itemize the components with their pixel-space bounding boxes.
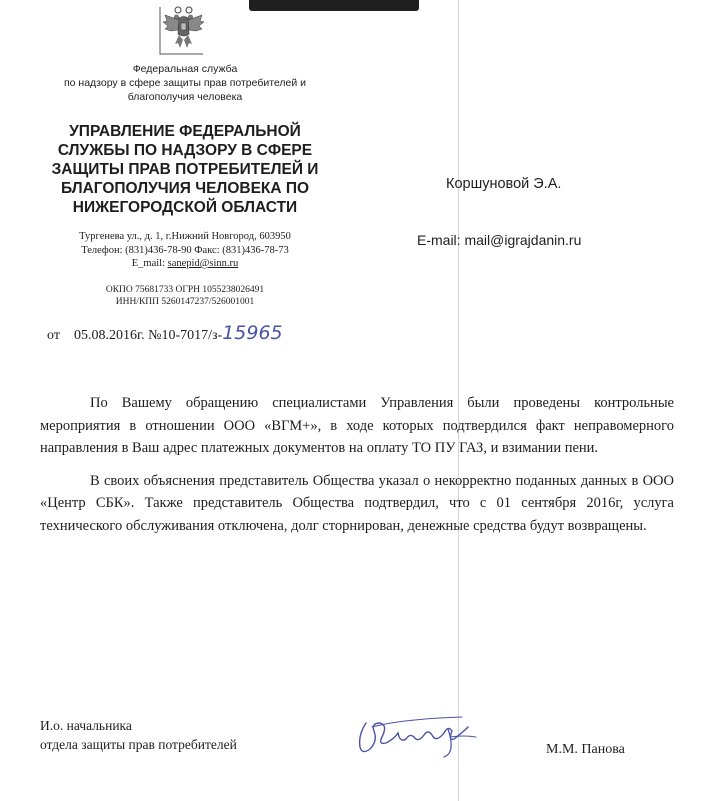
agency-line: по надзору в сфере защиты прав потребителей и [63,77,307,89]
office-line: УПРАВЛЕНИЕ ФЕДЕРАЛЬНОЙ [69,123,301,140]
office-email-line [40,257,330,271]
signatory-name: М.М. Панова [546,742,625,757]
office-line: СЛУЖБЫ ПО НАДЗОРУ В СФЕРЕ [57,142,313,159]
agency-parent-name [40,62,330,104]
handwritten-signature [352,713,482,761]
office-line: БЛАГОПОЛУЧИЯ ЧЕЛОВЕКА ПО [60,180,310,197]
office-line: НИЖЕГОРОДСКОЙ ОБЛАСТИ [72,199,298,216]
handwritten-reference-number: 15965 [222,322,283,344]
position-line: И.о. начальника [40,718,132,733]
recipient-email: E-mail: mail@igrajdanin.ru [417,232,582,248]
office-registry-codes [40,284,330,308]
office-contacts [40,230,330,271]
office-line: ЗАЩИТЫ ПРАВ ПОТРЕБИТЕЛЕЙ И [51,161,319,178]
body-paragraph: В своих объяснения представитель Общества указал о некорректно поданных данных в ООО «Центр СБК». Также представитель Общества подтвердил, что с 01 сентября 2016г, услуга технического обслуживания отключена, долг сторнирован, денежные средства будут возвращены. [40,472,674,534]
okpo-ogrn-codes: ОКПО 75681733 ОГРН 1055238026491 [105,285,265,295]
agency-line: благополучия человека [127,91,243,103]
position-line: отдела защиты прав потребителей [40,737,237,752]
regional-office-name [40,122,330,217]
signatory-position [40,716,237,754]
reference-prefix: от [47,328,60,343]
reference-date-number: 05.08.2016г. №10-7017/з- [73,328,223,343]
double-headed-eagle-emblem-icon [157,4,215,58]
office-email-label: E_mail: [131,258,165,269]
letter-body [40,392,674,548]
agency-line: Федеральная служба [132,63,238,75]
office-address: Тургенева ул., д. 1, г.Нижний Новгород, 603950 [79,231,291,242]
body-paragraph: По Вашему обращению специалистами Управления были проведены контрольные мероприятия в отношении ООО «ВГМ+», в ходе которых подтвердился факт неправомерного направления в Ваш адрес платежных документов на оплату ТО ПУ ГАЗ, и взимании пени. [40,395,674,457]
outgoing-reference [47,322,283,344]
viewer-top-bar [249,0,419,11]
office-phone: Телефон: (831)436-78-90 Факс: (831)436-78-73 [81,244,289,256]
recipient-name: Коршуновой Э.А. [446,176,562,192]
inn-kpp-codes: ИНН/КПП 5260147237/526001001 [115,297,255,307]
office-email-link[interactable]: sanepid@sinn.ru [167,258,239,269]
